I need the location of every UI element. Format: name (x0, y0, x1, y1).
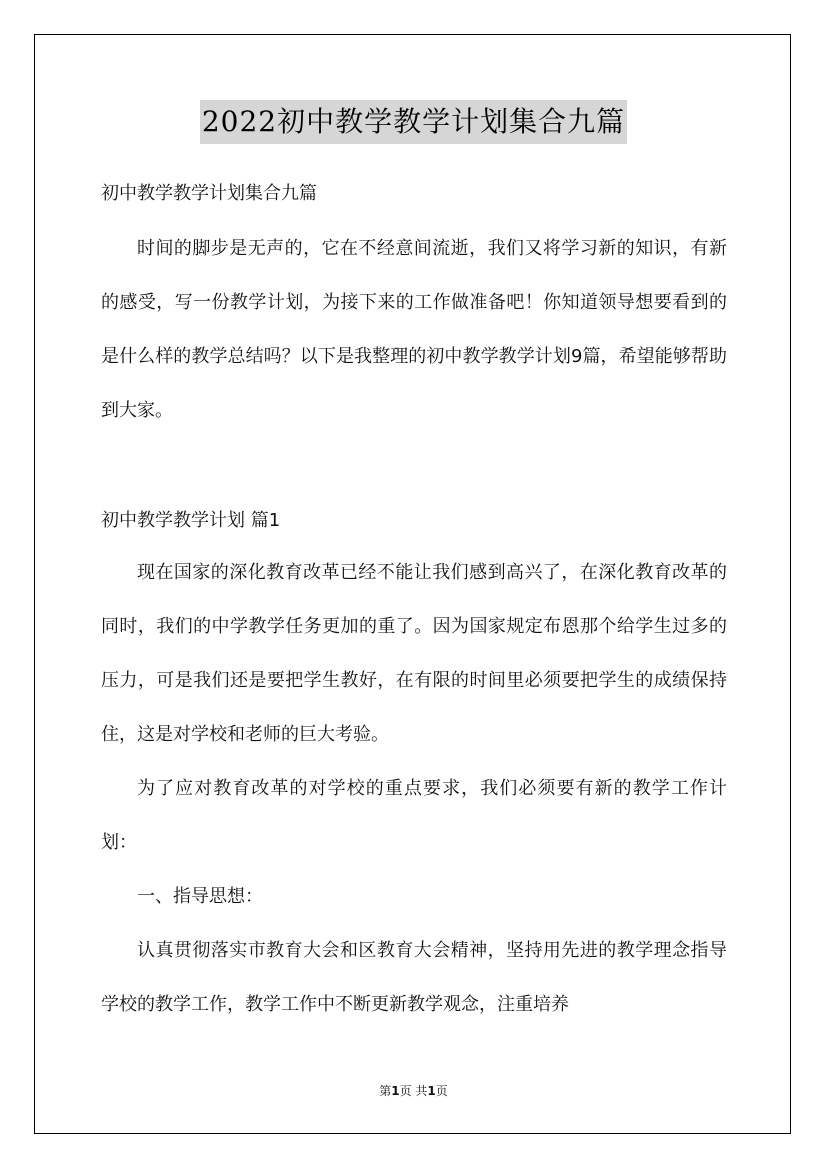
document-title: 2022初中教学教学计划集合九篇 (200, 100, 627, 144)
title-container (0, 100, 827, 144)
paragraph: 为了应对教育改革的对学校的重点要求，我们必须要有新的教学工作计划： (101, 778, 727, 853)
paragraph-heading: 一、指导思想： (137, 886, 263, 907)
paragraph: 现在国家的深化教育改革已经不能让我们感到高兴了，在深化教育改革的同时，我们的中学教学任务更加的重了。因为国家规定布恩那个给学生过多的压力，可是我们还是要把学生教好，在有限的时间里必须要把学生的成绩保持住，这是对学校和老师的巨大考验。 (101, 562, 727, 745)
page-suffix: 页 (435, 1084, 448, 1098)
page-total: 1 (427, 1084, 436, 1098)
paragraph: 认真贯彻落实市教育大会和区教育大会精神，坚持用先进的教学理念指导学校的教学工作，教学工作中不断更新教学观念，注重培养 (101, 940, 727, 1015)
page-mid: 页 共 (399, 1084, 428, 1098)
section-heading: 初中教学教学计划 篇1 (101, 510, 281, 531)
page-current: 1 (391, 1084, 400, 1098)
page-footer (0, 1082, 827, 1100)
page-prefix: 第 (379, 1084, 392, 1098)
intro-paragraph: 时间的脚步是无声的，它在不经意间流逝，我们又将学习新的知识，有新的感受，写一份教学计划，为接下来的工作做准备吧！你知道领导想要看到的是什么样的教学总结吗？以下是我整理的初中教学教学计划9篇，希望能够帮助到大家。 (101, 238, 727, 421)
document-subtitle: 初中教学教学计划集合九篇 (101, 183, 317, 204)
